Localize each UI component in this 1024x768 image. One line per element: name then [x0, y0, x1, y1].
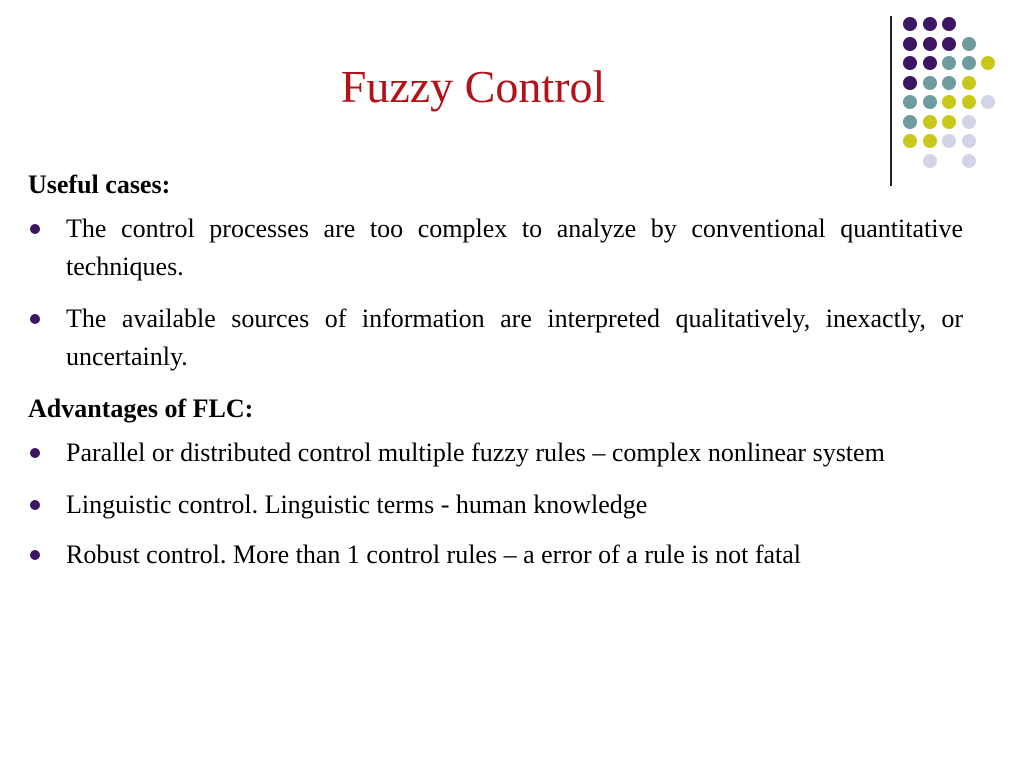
decorative-dot	[903, 134, 917, 148]
decorative-dot	[962, 76, 976, 90]
slide-title: Fuzzy Control	[340, 61, 606, 112]
bullet-item	[28, 536, 963, 574]
decorative-dot	[962, 95, 976, 109]
section-heading-advantages: Advantages of FLC:	[28, 394, 254, 423]
decorative-dot	[942, 37, 956, 51]
decorative-dot	[903, 17, 917, 31]
section-heading-useful-cases: Useful cases:	[28, 170, 171, 199]
decorative-dot	[962, 37, 976, 51]
bullet-text: Robust control. More than 1 control rules – a error of a rule is not fatal	[66, 540, 802, 569]
title-divider-line	[890, 16, 892, 186]
bullet-item	[28, 300, 963, 376]
bullet-icon	[30, 500, 40, 510]
bullet-text: The control processes are too complex to analyze by conventional quantitative techniques.	[66, 214, 963, 281]
decorative-dot	[903, 37, 917, 51]
bullet-text: Parallel or distributed control multiple fuzzy rules – complex nonlinear system	[66, 438, 885, 467]
bullet-text: The available sources of information are interpreted qualitatively, inexactly, or uncertainly.	[66, 304, 963, 371]
decorative-dot	[962, 154, 976, 168]
decorative-dot	[942, 134, 956, 148]
decorative-dot	[962, 134, 976, 148]
slide-body	[28, 166, 963, 588]
decorative-dot	[942, 17, 956, 31]
decorative-dot	[962, 56, 976, 70]
decorative-dot	[923, 17, 937, 31]
bullet-icon	[30, 224, 40, 234]
bullet-item	[28, 486, 963, 524]
decorative-dot	[923, 37, 937, 51]
bullet-item	[28, 210, 963, 286]
bullet-icon	[30, 550, 40, 560]
decorative-dot	[923, 134, 937, 148]
bullet-icon	[30, 448, 40, 458]
bullet-icon	[30, 314, 40, 324]
decorative-dot	[962, 115, 976, 129]
decorative-dot	[981, 95, 995, 109]
bullet-text: Linguistic control. Linguistic terms - human knowledge	[66, 490, 648, 519]
bullet-item	[28, 434, 963, 472]
decorative-dot	[981, 56, 995, 70]
